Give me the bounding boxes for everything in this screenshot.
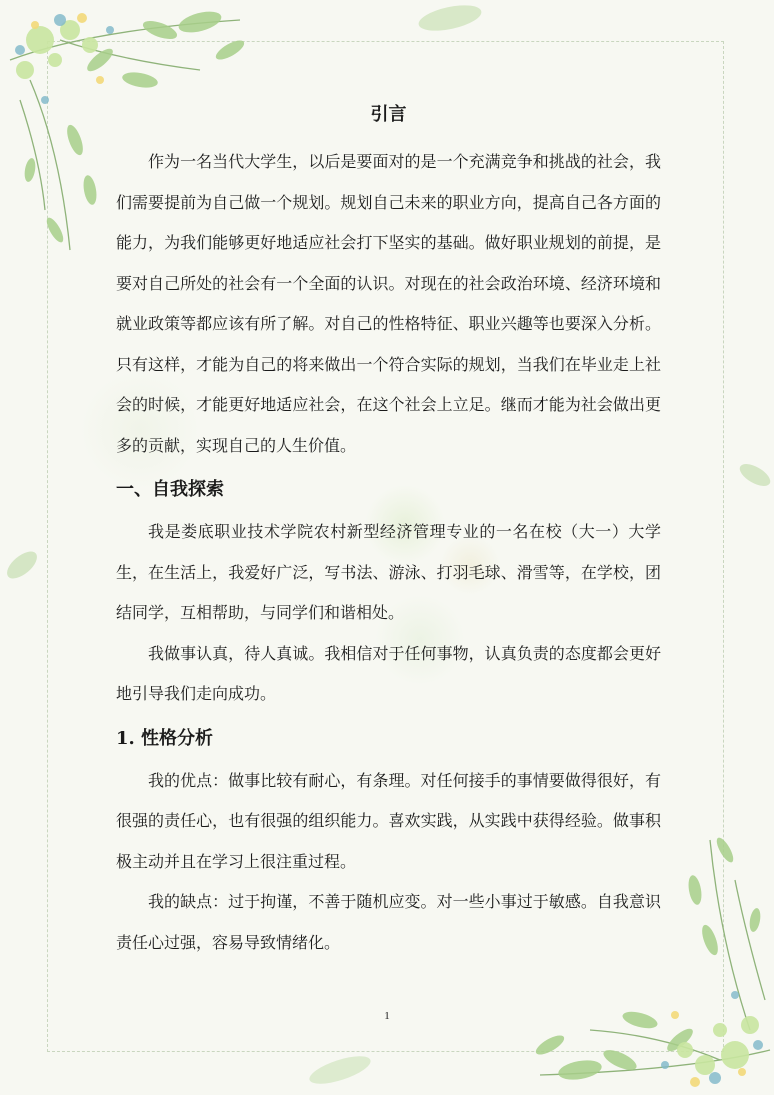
document-body (116, 98, 661, 963)
section-heading-personality-analysis: 1. 性格分析 (116, 727, 214, 749)
personality-weaknesses-paragraph: 我的缺点：过于拘谨，不善于随机应变。对一些小事过于敏感。自我意识责任心过强，容易导致情绪化。 (116, 892, 661, 952)
document-title: 引言 (370, 104, 407, 125)
section-heading-self-exploration: 一、自我探索 (116, 479, 224, 500)
page-number: 1 (384, 1010, 390, 1022)
right-side-leaf-decoration (735, 450, 774, 500)
top-leaf-decoration (410, 0, 490, 40)
intro-paragraph: 作为一名当代大学生，以后是要面对的是一个充满竞争和挑战的社会，我们需要提前为自己做一个规划。规划自己未来的职业方向，提高自己各方面的能力，为我们能够更好地适应社会打下坚实的基础。做好职业规划的前提，是要对自己所处的社会有一个全面的认识。对现在的社会政治环境、经济环境和就业政策等都应该有所了解。对自己的性格特征、职业兴趣等也要深入分析。只有这样，才能为自己的将来做出一个符合实际的规划，当我们在毕业走上社会的时候，才能更好地适应社会，在这个社会上立足。继而才能为社会做出更多的贡献，实现自己的人生价值。 (116, 152, 661, 455)
self-exploration-paragraph-1: 我是娄底职业技术学院农村新型经济管理专业的一名在校（大一）大学生，在生活上，我爱好广泛，写书法、游泳、打羽毛球、滑雪等，在学校，团结同学，互相帮助，与同学们和谐相处。 (116, 522, 661, 622)
self-exploration-paragraph-2: 我做事认真，待人真诚。我相信对于任何事物，认真负责的态度都会更好地引导我们走向成功。 (116, 643, 661, 703)
bottom-leaf-decoration (300, 1050, 380, 1090)
personality-strengths-paragraph: 我的优点：做事比较有耐心，有条理。对任何接手的事情要做得很好，有很强的责任心，也有很强的组织能力。喜欢实践，从实践中获得经验。做事积极主动并且在学习上很注重过程。 (116, 770, 661, 871)
left-side-leaf-decoration (0, 535, 40, 595)
